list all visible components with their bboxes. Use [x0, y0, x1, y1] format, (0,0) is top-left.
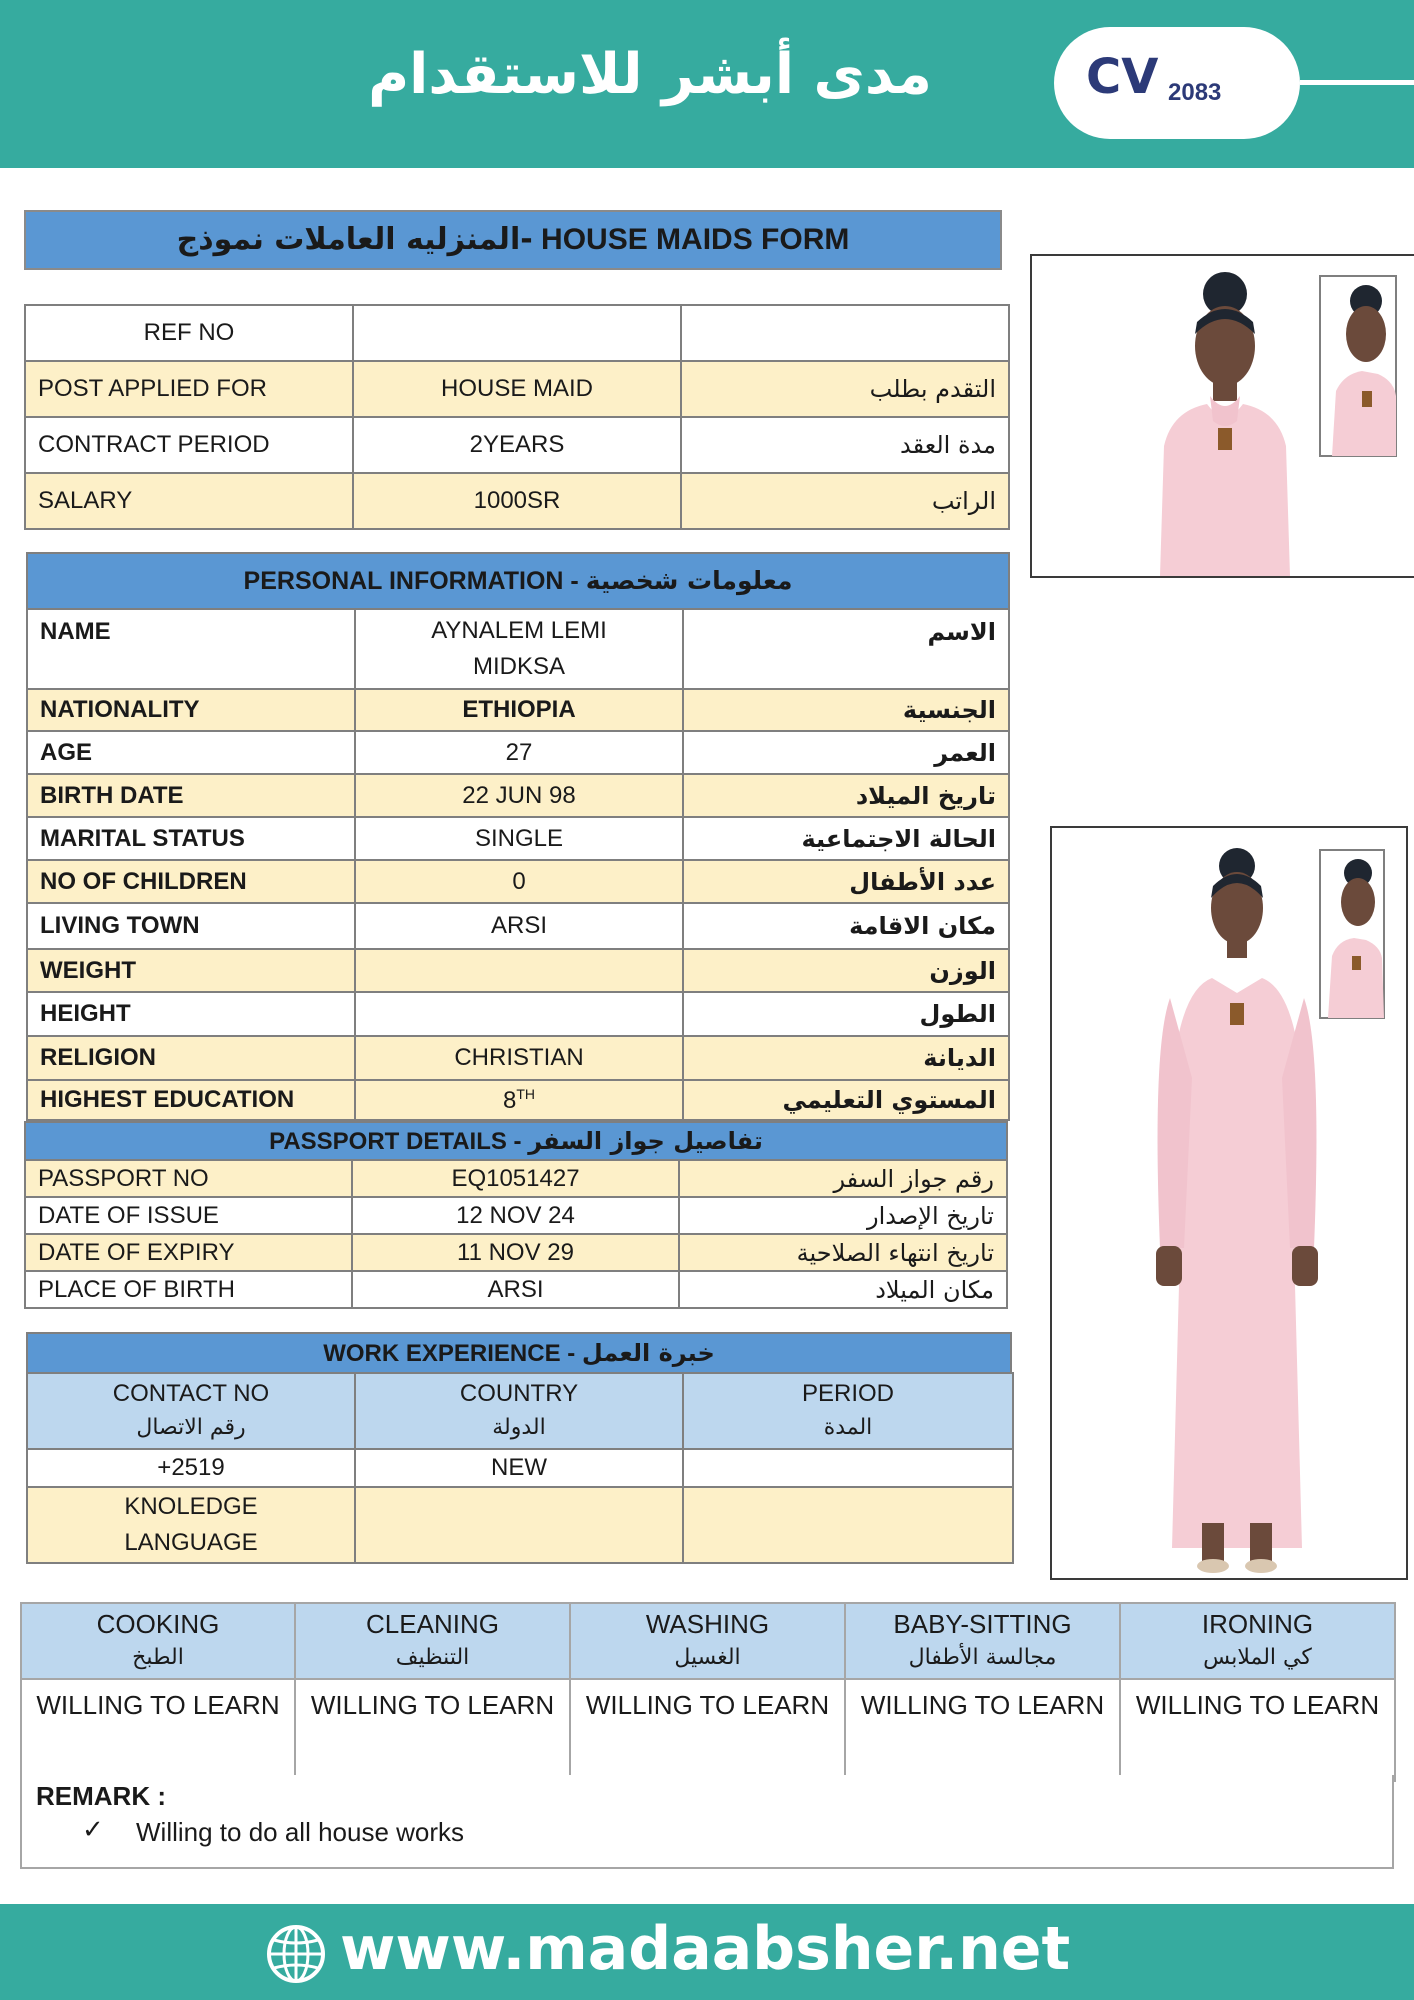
skill-ironing-ar: كي الملابس — [1203, 1645, 1312, 1670]
issue-date-value: 12 NOV 24 — [352, 1197, 679, 1234]
skill-baby-sitting — [845, 1603, 1120, 1679]
skill-cleaning — [295, 1603, 570, 1679]
skill-baby-sitting-en: BABY-SITTING — [893, 1609, 1072, 1639]
nationality-arabic: الجنسية — [683, 689, 1009, 731]
living-town-label: LIVING TOWN — [27, 903, 355, 949]
remark-box — [20, 1775, 1394, 1869]
table-header-row — [27, 1373, 1013, 1449]
table-row — [27, 731, 1009, 774]
living-town-value: ARSI — [355, 903, 683, 949]
table-row — [27, 992, 1009, 1036]
passport-heading-arabic: تفاصيل جواز السفر — [528, 1127, 763, 1155]
skills-table — [20, 1602, 1396, 1782]
skill-washing-ar: الغسيل — [674, 1645, 741, 1670]
nationality-value: ETHIOPIA — [355, 689, 683, 731]
nationality-label: NATIONALITY — [27, 689, 355, 731]
portrait-photo — [1030, 254, 1414, 578]
table-row — [25, 417, 1009, 473]
table-header-row — [21, 1603, 1395, 1679]
globe-icon — [266, 1924, 326, 1984]
col-period-en: PERIOD — [801, 1380, 894, 1407]
table-row — [27, 1487, 1013, 1563]
table-row — [25, 361, 1009, 417]
personal-table — [26, 608, 1010, 1121]
contract-value: 2YEARS — [353, 417, 681, 473]
remark-label: REMARK : — [36, 1781, 166, 1811]
salary-arabic: الراتب — [681, 473, 1009, 529]
weight-label: WEIGHT — [27, 949, 355, 992]
post-arabic: التقدم بطلب — [681, 361, 1009, 417]
col-country-en: COUNTRY — [459, 1380, 579, 1407]
language-label: KNOLEDGE LANGUAGE — [27, 1487, 355, 1563]
skill-cooking-en: COOKING — [96, 1609, 220, 1639]
work-experience-heading — [26, 1332, 1012, 1374]
passport-no-value: EQ1051427 — [352, 1160, 679, 1197]
baby-sitting-level: WILLING TO LEARN — [845, 1679, 1120, 1781]
table-row — [27, 1080, 1009, 1120]
job-table — [24, 304, 1010, 530]
ref-no-arabic — [681, 305, 1009, 361]
ironing-level: WILLING TO LEARN — [1120, 1679, 1395, 1781]
education-label: HIGHEST EDUCATION — [27, 1080, 355, 1120]
remark-item: Willing to do all house works — [136, 1817, 465, 1847]
country-value: NEW — [355, 1449, 683, 1487]
religion-value: CHRISTIAN — [355, 1036, 683, 1080]
birth-place-label: PLACE OF BIRTH — [25, 1271, 352, 1308]
skill-washing-en: WASHING — [645, 1609, 770, 1639]
name-label: NAME — [27, 609, 355, 689]
table-row — [27, 817, 1009, 860]
name-value: AYNALEM LEMI MIDKSA — [355, 609, 683, 689]
personal-info-heading — [26, 552, 1010, 610]
salary-value: 1000SR — [353, 473, 681, 529]
col-contact-no-en: CONTACT NO — [112, 1380, 270, 1407]
post-label: POST APPLIED FOR — [25, 361, 353, 417]
children-value: 0 — [355, 860, 683, 903]
work-heading-arabic: خبرة العمل — [581, 1339, 715, 1367]
expiry-date-label: DATE OF EXPIRY — [25, 1234, 352, 1271]
personal-heading-english: PERSONAL INFORMATION - — [243, 567, 579, 595]
col-contact-no-ar: رقم الاتصال — [136, 1415, 246, 1440]
agency-name: مدى أبشر للاستقدام — [368, 42, 932, 107]
height-label: HEIGHT — [27, 992, 355, 1036]
header-divider — [1300, 80, 1414, 85]
religion-label: RELIGION — [27, 1036, 355, 1080]
birth-date-label: BIRTH DATE — [27, 774, 355, 817]
work-heading-english: WORK EXPERIENCE - — [323, 1340, 576, 1367]
expiry-date-value: 11 NOV 29 — [352, 1234, 679, 1271]
footer-bar — [0, 1904, 1414, 2000]
personal-heading-arabic: معلومات شخصية — [585, 566, 793, 595]
form-title — [24, 210, 1002, 270]
cv-number: 2083 — [1168, 79, 1222, 106]
living-town-arabic: مكان الاقامة — [683, 903, 1009, 949]
birth-date-value: 22 JUN 98 — [355, 774, 683, 817]
table-row — [27, 1036, 1009, 1080]
marital-status-arabic: الحالة الاجتماعية — [683, 817, 1009, 860]
skill-cleaning-en: CLEANING — [366, 1609, 499, 1639]
skill-baby-sitting-ar: مجالسة الأطفال — [908, 1645, 1057, 1670]
skill-washing — [570, 1603, 845, 1679]
skill-ironing — [1120, 1603, 1395, 1679]
salary-label: SALARY — [25, 473, 353, 529]
age-value: 27 — [355, 731, 683, 774]
table-row — [25, 1160, 1007, 1197]
col-country-ar: الدولة — [492, 1415, 546, 1440]
age-label: AGE — [27, 731, 355, 774]
col-country — [355, 1373, 683, 1449]
contract-label: CONTRACT PERIOD — [25, 417, 353, 473]
cv-label: CV — [1086, 49, 1159, 105]
issue-date-arabic: تاريخ الإصدار — [679, 1197, 1007, 1234]
birth-date-arabic: تاريخ الميلاد — [683, 774, 1009, 817]
skill-cooking — [21, 1603, 295, 1679]
passport-heading-english: PASSPORT DETAILS - — [269, 1128, 522, 1155]
col-contact-no — [27, 1373, 355, 1449]
cooking-level: WILLING TO LEARN — [21, 1679, 295, 1781]
checkmark-icon: ✓ — [82, 1815, 104, 1845]
table-row — [27, 689, 1009, 731]
full-length-photo — [1050, 826, 1408, 1580]
col-period-ar: المدة — [823, 1415, 873, 1440]
table-row — [25, 1271, 1007, 1308]
cv-badge — [1054, 27, 1300, 139]
skill-cleaning-ar: التنظيف — [395, 1645, 470, 1670]
table-row — [27, 949, 1009, 992]
marital-status-value: SINGLE — [355, 817, 683, 860]
table-row — [27, 860, 1009, 903]
table-row — [27, 1449, 1013, 1487]
table-row — [27, 903, 1009, 949]
table-row — [25, 473, 1009, 529]
education-suffix: TH — [516, 1085, 536, 1102]
period-value — [683, 1449, 1013, 1487]
ref-no-value — [353, 305, 681, 361]
weight-value — [355, 949, 683, 992]
religion-arabic: الديانة — [683, 1036, 1009, 1080]
passport-no-arabic: رقم جواز السفر — [679, 1160, 1007, 1197]
col-period — [683, 1373, 1013, 1449]
cleaning-level: WILLING TO LEARN — [295, 1679, 570, 1781]
name-arabic: الاسم — [683, 609, 1009, 689]
contract-arabic: مدة العقد — [681, 417, 1009, 473]
form-title-english: HOUSE MAIDS FORM — [541, 223, 850, 256]
table-row — [27, 774, 1009, 817]
expiry-date-arabic: تاريخ انتهاء الصلاحية — [679, 1234, 1007, 1271]
passport-no-label: PASSPORT NO — [25, 1160, 352, 1197]
work-table — [26, 1372, 1014, 1564]
weight-arabic: الوزن — [683, 949, 1009, 992]
education-level: 8 — [502, 1086, 517, 1114]
table-row — [25, 1197, 1007, 1234]
birth-place-arabic: مكان الميلاد — [679, 1271, 1007, 1308]
passport-table — [24, 1159, 1008, 1309]
table-row — [27, 609, 1009, 689]
passport-heading — [24, 1121, 1008, 1161]
height-value — [355, 992, 683, 1036]
washing-level: WILLING TO LEARN — [570, 1679, 845, 1781]
children-arabic: عدد الأطفال — [683, 860, 1009, 903]
issue-date-label: DATE OF ISSUE — [25, 1197, 352, 1234]
education-value — [355, 1080, 683, 1120]
skill-ironing-en: IRONING — [1201, 1609, 1314, 1639]
height-arabic: الطول — [683, 992, 1009, 1036]
website-link[interactable]: www.madaabsher.net — [340, 1914, 1071, 1984]
full-length-illustration — [1052, 828, 1406, 1578]
children-label: NO OF CHILDREN — [27, 860, 355, 903]
language-value-1 — [355, 1487, 683, 1563]
table-row — [21, 1679, 1395, 1781]
education-arabic: المستوي التعليمي — [683, 1080, 1009, 1120]
ref-no-label: REF NO — [25, 305, 353, 361]
skill-cooking-ar: الطبخ — [132, 1645, 184, 1670]
form-title-arabic: المنزليه العاملات نموذج- — [176, 222, 533, 257]
marital-status-label: MARITAL STATUS — [27, 817, 355, 860]
contact-no-value: +2519 — [27, 1449, 355, 1487]
header-bar — [0, 0, 1414, 168]
age-arabic: العمر — [683, 731, 1009, 774]
table-row — [25, 305, 1009, 361]
portrait-illustration — [1032, 256, 1414, 576]
table-row — [25, 1234, 1007, 1271]
language-value-2 — [683, 1487, 1013, 1563]
post-value: HOUSE MAID — [353, 361, 681, 417]
birth-place-value: ARSI — [352, 1271, 679, 1308]
